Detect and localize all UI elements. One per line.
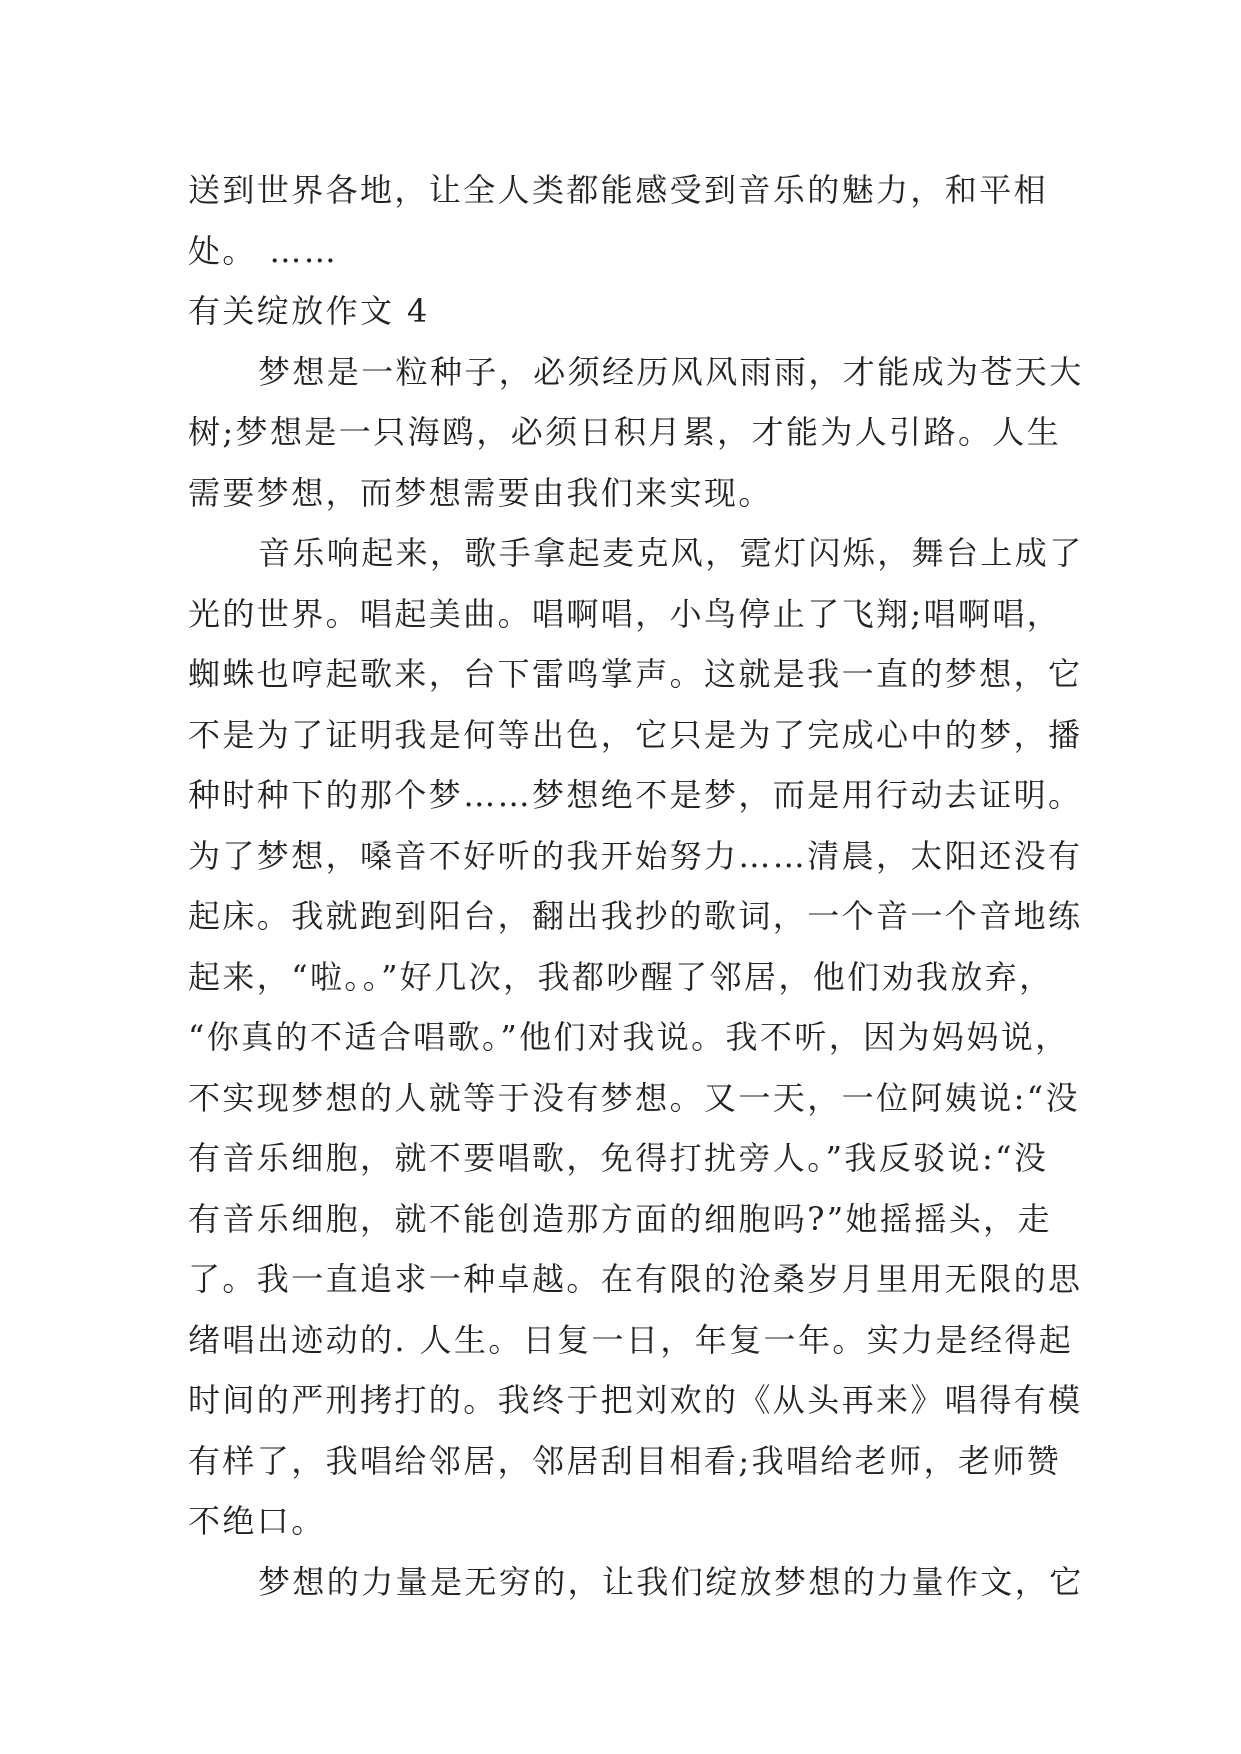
paragraph-first-line: 梦想的力量是无穷的，让我们绽放梦想的力量作文，它 [258,1562,1084,1601]
text-line: 光的世界。唱起美曲。唱啊唱，小鸟停止了飞翔;唱啊唱， [188,594,1062,633]
text-line: 处。 …… [188,231,339,270]
text-line: 不实现梦想的人就等于没有梦想。又一天，一位阿姨说:“没 [188,1078,1080,1117]
text-line: 绪唱出迹动的. 人生。日复一日，年复一年。实力是经得起 [188,1320,1074,1359]
document-text [188,160,1084,1612]
section-heading: 有关绽放作文 4 [188,292,430,330]
text-line: 树;梦想是一只海鸥，必须日积月累，才能为人引路。人生 [188,413,1062,451]
text-line: 蜘蛛也哼起歌来，台下雷鸣掌声。这就是我一直的梦想，它 [188,655,1083,693]
text-line: 不是为了证明我是何等出色，它只是为了完成心中的梦，播 [188,715,1083,754]
text-line: 不绝口。 [188,1502,326,1540]
paragraph-first-line: 梦想是一粒种子，必须经历风风雨雨，才能成为苍天大 [258,352,1084,391]
text-line: “你真的不适合唱歌。”他们对我说。我不听，因为妈妈说， [188,1018,1070,1056]
text-line: 为了梦想，嗓音不好听的我开始努力……清晨，太阳还没有 [188,836,1083,875]
text-line: 种时种下的那个梦……梦想绝不是梦，而是用行动去证明。 [188,776,1083,814]
text-line: 送到世界各地，让全人类都能感受到音乐的魅力，和平相 [188,171,1049,209]
text-line: 时间的严刑拷打的。我终于把刘欢的《从头再来》唱得有模 [188,1381,1083,1419]
text-line: 有音乐细胞，就不要唱歌，免得打扰旁人。”我反驳说:“没 [188,1139,1049,1177]
text-line: 有音乐细胞，就不能创造那方面的细胞吗?”她摇摇头，走 [188,1199,1052,1238]
text-line: 起床。我就跑到阳台，翻出我抄的歌词，一个音一个音地练 [188,897,1083,935]
text-line: 有样了，我唱给邻居，邻居刮目相看;我唱给老师，老师赞 [188,1441,1062,1480]
text-line: 需要梦想，而梦想需要由我们来实现。 [188,473,773,512]
paragraph-first-line: 音乐响起来，歌手拿起麦克风，霓灯闪烁，舞台上成了 [258,534,1084,572]
text-line: 了。我一直追求一种卓越。在有限的沧桑岁月里用无限的思 [188,1260,1083,1298]
text-line: 起来，“啦。。”好几次，我都吵醒了邻居，他们劝我放弃， [188,957,1054,996]
